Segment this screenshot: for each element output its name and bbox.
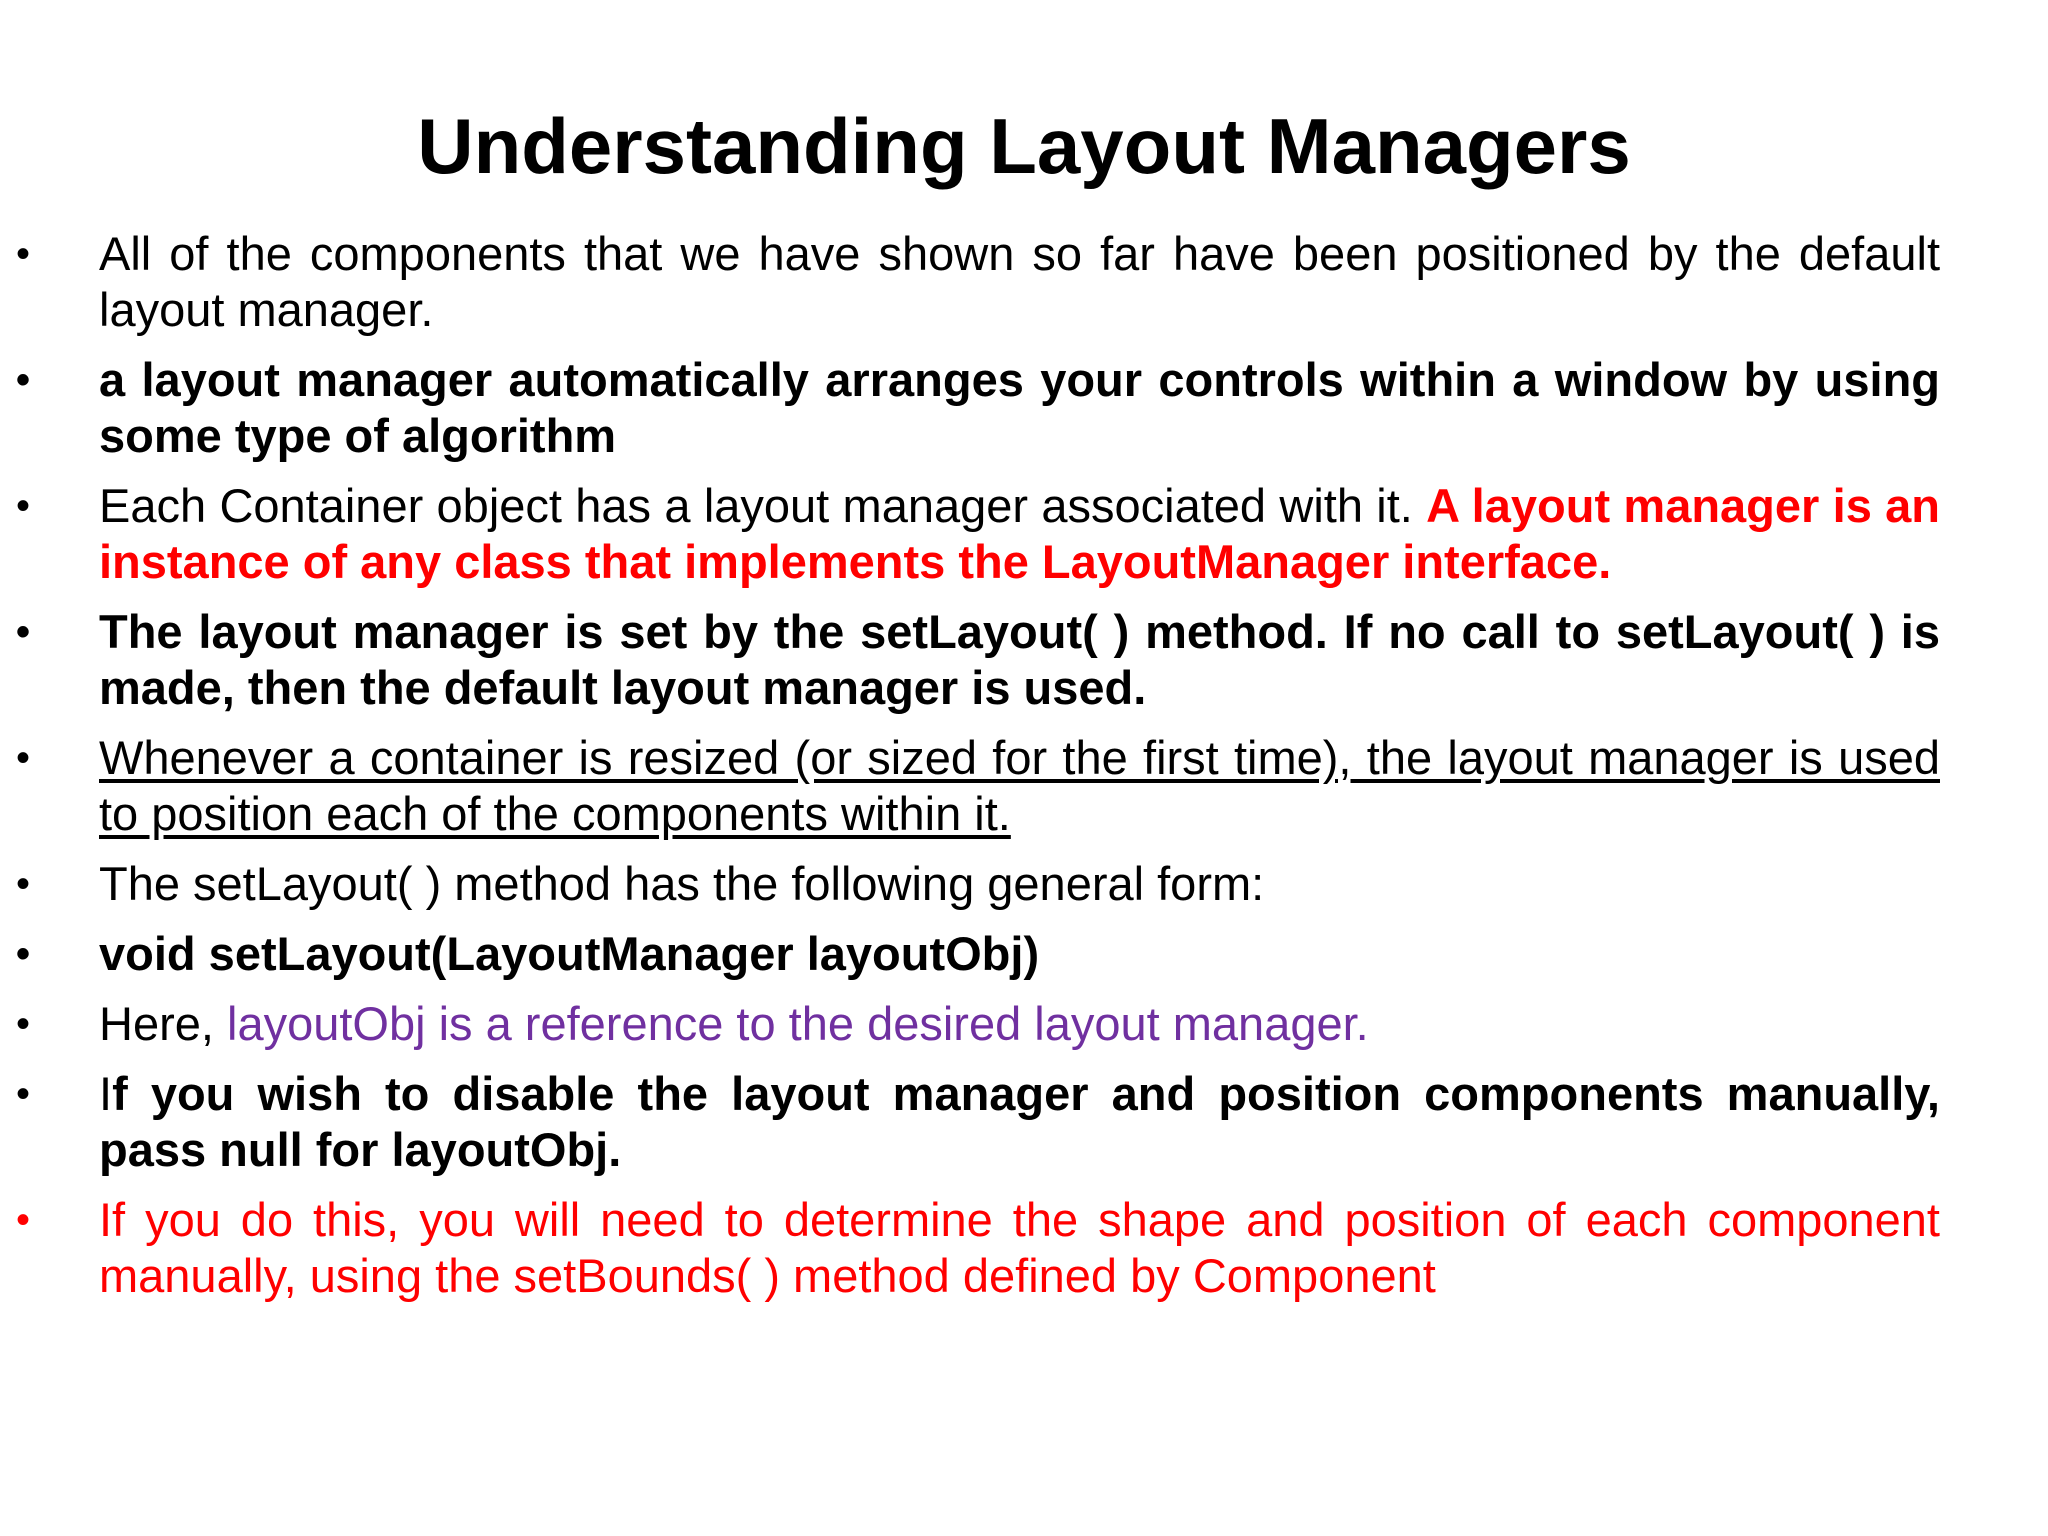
bullet-icon: • [16,1072,31,1116]
bullet-highlight-text: A layout manager is an instance of any class that implements the LayoutManager interface. [99,479,1940,588]
bullet-highlight-text: layoutObj is a reference to the desired layout manager. [227,997,1369,1050]
bullet-item [0,1066,1940,1178]
bullet-text: Each Container object has a layout manager associated with it. [99,479,1413,532]
bullet-icon: • [16,610,31,654]
bullet-icon: • [16,736,31,780]
bullet-highlight-text: f you wish to disable the layout manager and position components manually, pass null for layoutObj. [99,1067,1940,1176]
bullet-text: If you do this, you will need to determine the shape and position of each component manually, using the setBounds( ) method defined by Component [99,1193,1940,1302]
bullet-text: a layout manager automatically arranges your controls within a window by using some type of algorithm [99,353,1940,462]
bullet-item [0,226,1940,338]
bullet-item [0,352,1940,464]
bullet-list [0,226,2048,1318]
bullet-item [0,478,1940,590]
bullet-item [0,996,1940,1052]
bullet-icon: • [16,932,31,976]
bullet-icon: • [16,358,31,402]
bullet-text: The setLayout( ) method has the following general form: [99,857,1265,910]
bullet-item [0,1192,1940,1304]
bullet-icon: • [16,232,31,276]
bullet-text: Here, [99,997,214,1050]
bullet-icon: • [16,1198,31,1242]
bullet-item [0,604,1940,716]
bullet-item [0,926,1940,982]
bullet-text: The layout manager is set by the setLayout( ) method. If no call to setLayout( ) is made, then the default layout manager is used. [99,605,1940,714]
bullet-text: Whenever a container is resized (or sized for the first time), the layout manager is used to position each of the components within it. [99,731,1940,840]
slide-title: Understanding Layout Managers [417,102,1631,190]
bullet-icon: • [16,862,31,906]
bullet-item [0,730,1940,842]
bullet-icon: • [16,1002,31,1046]
bullet-text: I [99,1067,113,1120]
bullet-text: All of the components that we have shown so far have been positioned by the default layout manager. [99,227,1940,336]
bullet-item [0,856,1940,912]
bullet-icon: • [16,484,31,528]
bullet-text: void setLayout(LayoutManager layoutObj) [99,927,1040,980]
